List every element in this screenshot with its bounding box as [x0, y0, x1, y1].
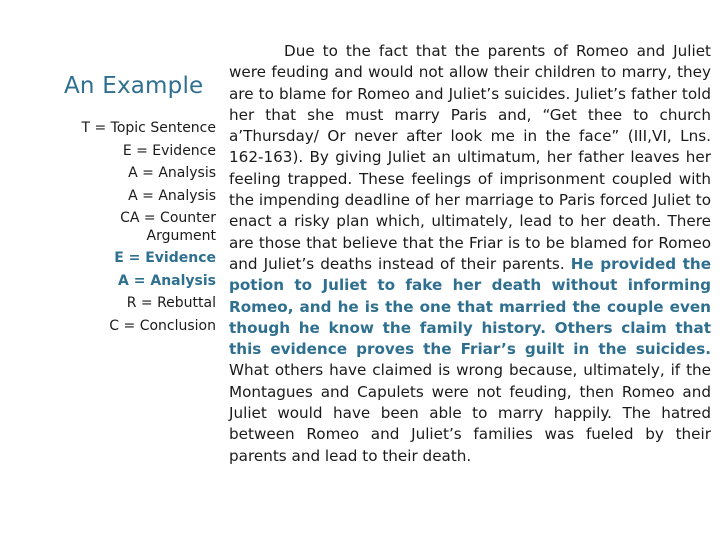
legend-analysis-2: A = Analysis — [128, 187, 216, 204]
legend-analysis: A = Analysis — [128, 165, 216, 181]
legend-conclusion: C = Conclusion — [109, 317, 216, 334]
paragraph-highlight-text: He provided the potion to Juliet to fake her death without informing Romeo, and he is the one that married the couple even though he know the family history. Others claim that this evidence proves the Friar’s guilt in the suicides. — [229, 254, 712, 359]
structure-legend — [40, 117, 216, 337]
legend-counter: CA = Counter — [120, 210, 216, 226]
essay-paragraph — [229, 41, 711, 467]
legend-analysis-highlight: A = Analysis — [118, 272, 216, 289]
legend-argument: Argument — [146, 228, 216, 244]
legend-evidence-highlight: E = Evidence — [114, 250, 216, 266]
legend-topic-sentence: T = Topic Sentence — [81, 120, 216, 136]
paragraph-main-text: Due to the fact that the parents of Romeo and Juliet were feuding and would not allow their children to marry, they are to blame for Romeo and Juliet’s suicides. Juliet’s father told her that she must marry Paris and, “Get thee to church a’Thursday/ Or never after look me in the face” (III,VI, Lns. 162-163). By giving Juliet an ultimatum, her father leaves her feeling trapped. These feelings of imprisonment coupled with the impending deadline of her marriage to Paris forced Juliet to enact a risky plan which, ultimately, lead to her death. There are those that believe that the Friar is to be blamed for Romeo and Juliet’s deaths instead of their parents. — [229, 42, 711, 273]
legend-evidence: E = Evidence — [122, 142, 216, 159]
legend-rebuttal: R = Rebuttal — [126, 295, 216, 311]
paragraph-rebuttal-text: What others have claimed is wrong because, ultimately, if the Montagues and Capulets were not feuding, then Romeo and Juliet would have been able to marry happily. The hatred between Romeo and Juliet’s families was fueled by their parents and lead to their death. — [229, 361, 711, 465]
page-title: An Example — [64, 73, 204, 99]
